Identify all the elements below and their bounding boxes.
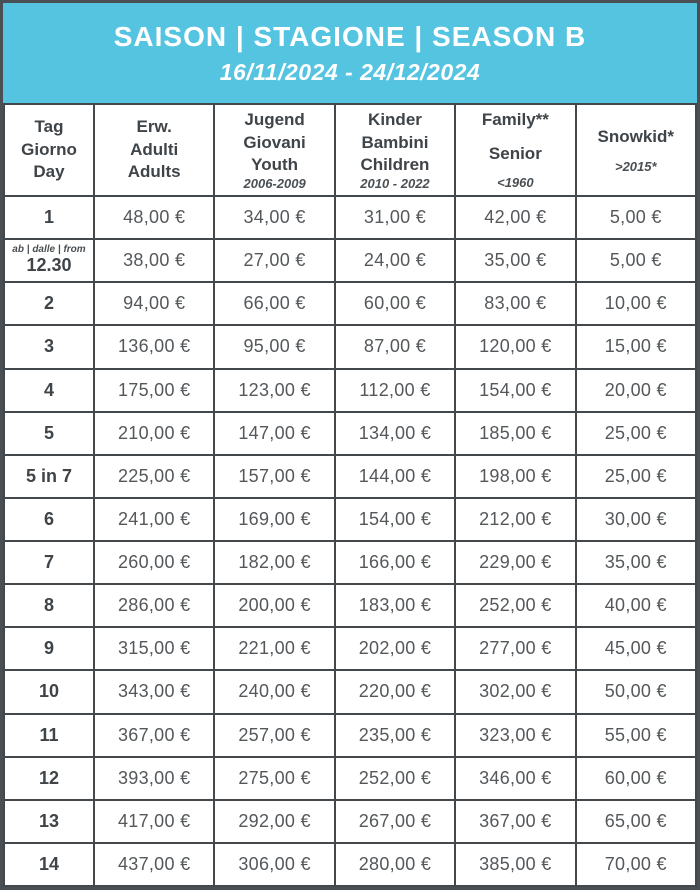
day-label: 8 [43, 595, 54, 616]
price-cell: 157,00 € [214, 455, 334, 498]
price-cell: 306,00 € [214, 843, 334, 886]
price-cell: 55,00 € [576, 714, 696, 757]
day-label: 5 in 7 [25, 465, 73, 486]
price-cell: 60,00 € [335, 282, 455, 325]
price-cell: 346,00 € [455, 757, 575, 800]
price-cell: 343,00 € [94, 670, 214, 713]
header-note: 2010 - 2022 [360, 175, 430, 191]
header-line: Kinder [368, 110, 422, 130]
price-cell: 267,00 € [335, 800, 455, 843]
price-cell: 183,00 € [335, 584, 455, 627]
price-cell: 83,00 € [455, 282, 575, 325]
day-cell [4, 584, 94, 627]
table-row [4, 369, 696, 412]
day-label: 12.30 [26, 254, 72, 275]
price-cell: 25,00 € [576, 455, 696, 498]
day-label: 9 [43, 638, 54, 659]
price-cell: 147,00 € [214, 412, 334, 455]
price-cell: 385,00 € [455, 843, 575, 886]
table-row [4, 282, 696, 325]
price-cell: 30,00 € [576, 498, 696, 541]
table-row [4, 239, 696, 282]
day-note: ab | dalle | from [12, 244, 86, 256]
table-row [4, 455, 696, 498]
header-cell-snowkid [576, 104, 696, 196]
price-cell: 417,00 € [94, 800, 214, 843]
price-cell: 48,00 € [94, 196, 214, 239]
header-cell-youth [214, 104, 334, 196]
day-cell [4, 369, 94, 412]
price-cell: 42,00 € [455, 196, 575, 239]
day-cell [4, 670, 94, 713]
price-cell: 154,00 € [335, 498, 455, 541]
price-cell: 154,00 € [455, 369, 575, 412]
header-row [4, 104, 696, 196]
header-note: 2006-2009 [243, 175, 306, 191]
table-row [4, 584, 696, 627]
price-cell: 367,00 € [94, 714, 214, 757]
price-cell: 257,00 € [214, 714, 334, 757]
price-cell: 286,00 € [94, 584, 214, 627]
table-row [4, 714, 696, 757]
table-row [4, 412, 696, 455]
price-cell: 302,00 € [455, 670, 575, 713]
day-label: 12 [38, 767, 60, 788]
price-cell: 31,00 € [335, 196, 455, 239]
banner-date-range: 16/11/2024 - 24/12/2024 [219, 58, 481, 85]
price-cell: 229,00 € [455, 541, 575, 584]
header-cell-family-senior [455, 104, 575, 196]
price-cell: 27,00 € [214, 239, 334, 282]
table-row [4, 800, 696, 843]
season-banner [3, 3, 697, 103]
table-row [4, 670, 696, 713]
price-cell: 24,00 € [335, 239, 455, 282]
price-cell: 10,00 € [576, 282, 696, 325]
price-cell: 252,00 € [455, 584, 575, 627]
banner-title: SAISON | STAGIONE | SEASON B [113, 20, 587, 52]
header-line: Family** [481, 110, 549, 130]
day-label: 2 [43, 293, 54, 314]
price-cell: 5,00 € [576, 239, 696, 282]
price-cell: 292,00 € [214, 800, 334, 843]
price-cell: 241,00 € [94, 498, 214, 541]
day-cell [4, 800, 94, 843]
price-cell: 144,00 € [335, 455, 455, 498]
day-label: 10 [38, 681, 60, 702]
header-line: Giorno [21, 139, 77, 159]
price-cell: 65,00 € [576, 800, 696, 843]
price-cell: 66,00 € [214, 282, 334, 325]
day-label: 11 [39, 724, 59, 745]
day-cell [4, 282, 94, 325]
price-cell: 225,00 € [94, 455, 214, 498]
price-cell: 252,00 € [335, 757, 455, 800]
price-cell: 277,00 € [455, 627, 575, 670]
price-cell: 50,00 € [576, 670, 696, 713]
price-cell: 166,00 € [335, 541, 455, 584]
header-line: Giovani [243, 132, 306, 152]
price-cell: 35,00 € [576, 541, 696, 584]
price-cell: 315,00 € [94, 627, 214, 670]
price-cell: 185,00 € [455, 412, 575, 455]
price-cell: 169,00 € [214, 498, 334, 541]
table-row [4, 843, 696, 886]
day-cell [4, 325, 94, 368]
header-line: Tag [34, 117, 64, 137]
table-row [4, 325, 696, 368]
day-cell [4, 412, 94, 455]
price-cell: 235,00 € [335, 714, 455, 757]
price-cell: 15,00 € [576, 325, 696, 368]
price-cell: 60,00 € [576, 757, 696, 800]
price-cell: 367,00 € [455, 800, 575, 843]
header-cell-day [4, 104, 94, 196]
price-cell: 220,00 € [335, 670, 455, 713]
header-line: Senior [488, 143, 542, 163]
day-label: 13 [38, 810, 60, 831]
day-cell [4, 757, 94, 800]
day-cell [4, 714, 94, 757]
header-line: Erw. [136, 117, 172, 137]
price-table-header [4, 104, 696, 196]
price-cell: 136,00 € [94, 325, 214, 368]
table-row [4, 541, 696, 584]
header-line: Day [33, 162, 65, 182]
table-row [4, 498, 696, 541]
price-cell: 212,00 € [455, 498, 575, 541]
price-cell: 221,00 € [214, 627, 334, 670]
day-cell [4, 196, 94, 239]
header-line: Children [360, 155, 430, 175]
price-cell: 240,00 € [214, 670, 334, 713]
price-cell: 87,00 € [335, 325, 455, 368]
price-cell: 34,00 € [214, 196, 334, 239]
header-line: Bambini [361, 132, 429, 152]
day-label: 14 [38, 853, 60, 874]
price-cell: 25,00 € [576, 412, 696, 455]
price-cell: 38,00 € [94, 239, 214, 282]
day-label: 6 [43, 508, 54, 529]
price-cell: 5,00 € [576, 196, 696, 239]
header-line: Jugend [244, 110, 305, 130]
price-cell: 134,00 € [335, 412, 455, 455]
price-cell: 112,00 € [335, 369, 455, 412]
header-line: Adults [127, 162, 181, 182]
price-cell: 35,00 € [455, 239, 575, 282]
day-label: 4 [43, 379, 54, 400]
day-label: 7 [43, 552, 54, 573]
header-cell-children [335, 104, 455, 196]
header-line: Youth [251, 155, 299, 175]
day-cell [4, 455, 94, 498]
day-cell [4, 498, 94, 541]
price-cell: 182,00 € [214, 541, 334, 584]
price-cell: 94,00 € [94, 282, 214, 325]
header-note: <1960 [497, 175, 534, 191]
price-cell: 40,00 € [576, 584, 696, 627]
day-cell [4, 843, 94, 886]
price-table [3, 103, 697, 887]
header-cell-adults [94, 104, 214, 196]
price-cell: 70,00 € [576, 843, 696, 886]
price-cell: 120,00 € [455, 325, 575, 368]
price-cell: 123,00 € [214, 369, 334, 412]
price-cell: 202,00 € [335, 627, 455, 670]
day-label: 3 [43, 336, 54, 357]
price-cell: 393,00 € [94, 757, 214, 800]
price-cell: 45,00 € [576, 627, 696, 670]
day-label: 1 [43, 207, 54, 228]
day-cell [4, 541, 94, 584]
price-cell: 260,00 € [94, 541, 214, 584]
price-cell: 437,00 € [94, 843, 214, 886]
price-cell: 210,00 € [94, 412, 214, 455]
price-cell: 280,00 € [335, 843, 455, 886]
day-cell [4, 627, 94, 670]
table-row [4, 196, 696, 239]
table-row [4, 627, 696, 670]
price-cell: 20,00 € [576, 369, 696, 412]
day-label: 5 [43, 422, 54, 443]
price-cell: 275,00 € [214, 757, 334, 800]
day-cell [4, 239, 94, 282]
header-line: Snowkid* [597, 127, 675, 147]
header-line: Adulti [130, 139, 179, 159]
price-cell: 95,00 € [214, 325, 334, 368]
price-cell: 200,00 € [214, 584, 334, 627]
price-table-body [4, 196, 696, 886]
price-cell: 198,00 € [455, 455, 575, 498]
table-row [4, 757, 696, 800]
price-cell: 175,00 € [94, 369, 214, 412]
header-note: >2015* [614, 158, 657, 174]
price-cell: 323,00 € [455, 714, 575, 757]
